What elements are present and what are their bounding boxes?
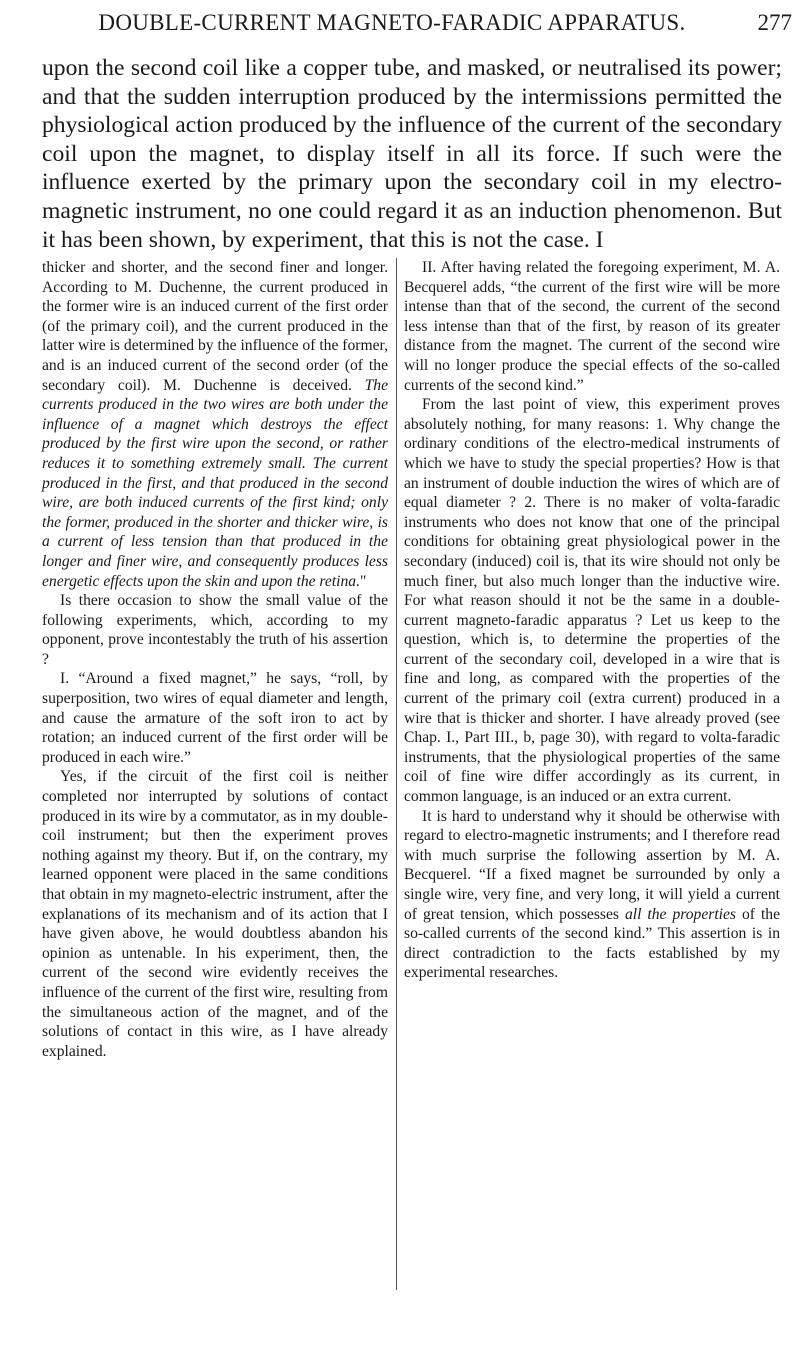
right-paragraph-2: From the last point of view, this experiment proves absolutely nothing, for many reasons: 1. Why change the ordinary conditions of the electro-medical instruments of which we have to study the special properties? How is that an instrument of double induction the wires of which are of equal diameter ? 2. There is no maker of volta-faradic instruments who does not know that one of the principal conditions for obtaining great physiological power in the secondary (induced) coil is, that its wire should not only be much finer, but also much longer than the inductive wire. For what reason should it not be the same in a double-current magneto-faradic apparatus ? Let us keep to the question, which is, to determine the properties of the current of the secondary coil, developed in a wire that is fine and long, as compared with the properties of the current of the primary coil (extra current) produced in a wire that is thicker and shorter. I have already proved (see Chap. I., Part III., b, page 30), with regard to volta-faradic instruments, that the physiological properties of the same coil of fine wire differ accordingly as its current, in common language, is an induced or an extra current. [404,396,780,806]
page-header [42,10,800,50]
left-p1-start: thicker and shorter, and the second finer and longer. According to M. Duchenne, the current produced in the former wire is an induced current of the first order (of the primary coil), and the current produced in the latter wire is determined by the influence of the former, and is an induced current of the second order (of the secondary coil). M. Duchenne is deceived. [42,259,388,394]
right-paragraph-1: II. After having related the foregoing experiment, M. A. Becquerel adds, “the current of the first wire will be more intense than that of the second, the current of the second less intense than that of the first, by reason of its greater distance from the magnet. The current of the second wire will no longer produce the special effects of the so-called currents of the second kind.” [404,259,780,394]
left-paragraph-2: Is there occasion to show the small value of the following experiments, which, according to my opponent, prove incontestably the truth of his assertion ? [42,592,388,668]
right-p3-end: of the so-called currents of the second kind.” This assertion is in direct contradiction to the facts established by my experimental researches. [404,905,781,982]
left-p1-italic: The currents produced in the two wires are both under the influence of a magnet which destroys the effect produced by the first wire upon the second, or rather reduces it to something extremely small. The current produced in the first, and that produced in the second wire, are both induced currents of the first kind; only the former, produced in the shorter and thicker wire, is a current of less tension than that produced in the longer and finer wire, and consequently produces less energetic effects upon the skin and upon the retina. [42,376,388,590]
lead-paragraph: upon the second coil like a copper tube, and masked, or neutralised its power; and that the sudden interruption produced by the intermissions permitted the physiological action produced by the influence of the current of the secondary coil upon the magnet, to display itself in all its force. If such were the influence exerted by the primary upon the secondary coil in my electro-magnetic instrument, no one could regard it as an induction phenomenon. But it has been shown, by experiment, that this is not the case. I [42,55,782,253]
left-paragraph-4: Yes, if the circuit of the first coil is neither completed nor interrupted by solutions of contact produced in its wire by a commutator, as in my double-coil instrument; but then the experiment proves nothing against my theory. But if, on the contrary, my learned opponent were placed in the same conditions that obtain in my magneto-electric instrument, after the explanations of its mechanism and of its action that I have given above, he would doubtless abandon his opinion as untenable. In his experiment, then, the current of the second wire evidently receives the influence of the current of the first wire, resulting from the simultaneous action of the magnet, and of the solutions of contact in this wire, as I have already explained. [42,768,388,1060]
running-title: DOUBLE-CURRENT MAGNETO-FARADIC APPARATUS. [98,10,686,35]
left-p1-end: " [360,572,367,590]
right-column [404,258,780,983]
left-paragraph-1 [42,258,388,591]
column-divider [396,258,397,1290]
right-p3-italic: all the properties [624,905,736,923]
left-column [42,258,388,1061]
right-paragraph-3 [404,807,780,983]
left-paragraph-3: I. “Around a fixed magnet,” he says, “roll, by superposition, two wires of equal diameter and length, and cause the armature of the soft iron to act by rotation; an induced current of the first order will be produced in each wire.” [42,670,388,766]
right-p3-start: It is hard to understand why it should be otherwise with regard to electro-magnetic instruments; and I therefore read with much surprise the following assertion by M. A. Becquerel. “If a fixed magnet be surrounded by only a single wire, very fine, and very long, it will yield a current of great tension, which possesses [404,807,780,923]
page-number: 277 [757,10,792,35]
